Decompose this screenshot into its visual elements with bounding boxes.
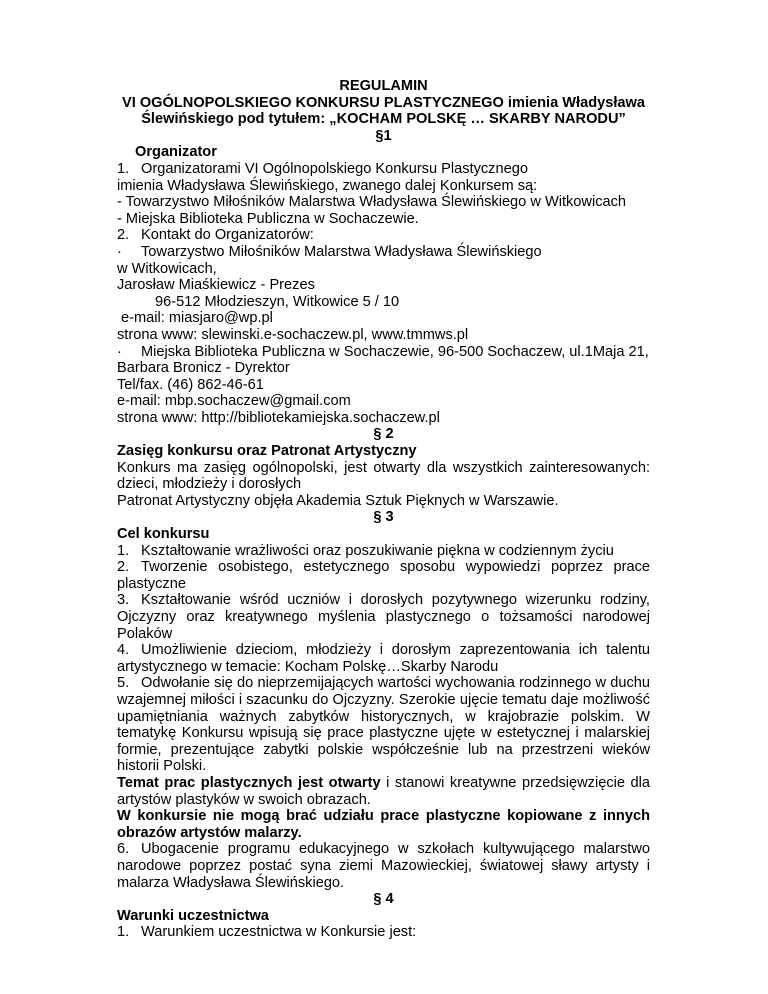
section-1-item-1 bbox=[117, 161, 650, 178]
section-3-heading: Cel konkursu bbox=[117, 526, 210, 543]
bullet-icon: · bbox=[117, 343, 122, 360]
org-2-line bbox=[117, 344, 650, 361]
item-text: Umożliwienie dzieciom, młodzieży i dorosłym zaprezentowania ich talentu artystycznego w temacie: Kocham Polskę…Skarby Narodu bbox=[117, 642, 650, 675]
section-4-item-1 bbox=[117, 924, 650, 941]
section-1-line: imienia Władysława Ślewińskiego, zwanego dalej Konkursem są: bbox=[117, 177, 538, 194]
item-number: 6. bbox=[117, 841, 130, 858]
section-2-patronage: Patronat Artystyczny objęła Akademia Sztuk Pięknych w Warszawie. bbox=[117, 492, 559, 509]
org-name: Towarzystwo Miłośników Malarstwa Władysława Ślewińskiego bbox=[141, 243, 542, 260]
section-2-mark: § 2 bbox=[373, 426, 394, 443]
theme-text: i stanowi kreatywne przedsięwzięcie dla artystów plastyków w swoich obrazach. bbox=[117, 774, 650, 808]
section-1-line: - Towarzystwo Miłośników Malarstwa Władysława Ślewińskiego w Witkowicach bbox=[117, 194, 627, 211]
org-1-line: w Witkowicach, bbox=[117, 260, 217, 277]
item-number: 1. bbox=[117, 542, 130, 559]
section-1-item-2 bbox=[117, 227, 650, 244]
org-2-tel: Tel/fax. (46) 862-46-61 bbox=[117, 376, 264, 393]
section-1-heading: Organizator bbox=[135, 144, 217, 161]
item-text: Tworzenie osobistego, estetycznego sposobu wypowiedzi poprzez prace plastyczne bbox=[117, 559, 650, 592]
section-3-item-3 bbox=[117, 592, 650, 642]
section-2-heading: Zasięg konkursu oraz Patronat Artystyczny bbox=[117, 443, 417, 460]
item-text: Organizatorami VI Ogólnopolskiego Konkursu Plastycznego bbox=[141, 160, 528, 177]
item-text: Odwołanie się do nieprzemijających wartości wychowania rodzinnego w duchu wzajemnej miłości i szacunku do Ojczyzny. Szerokie ujęcie tematu daje możliwość upamiętniania ważnych zabytków historycznych, w krajobrazie polskim. W tematykę Konkursu wpisują się prace plastyczne ujęte w estetycznej i malarskiej formie, prezentujące zabytki polskie współcześnie lub na przestrzeni wieków historii Polski. bbox=[117, 675, 650, 775]
section-3-item-5 bbox=[117, 675, 650, 775]
org-1-email: e-mail: miasjaro@wp.pl bbox=[121, 310, 273, 327]
section-3-item-6 bbox=[117, 841, 650, 891]
item-text: Warunkiem uczestnictwa w Konkursie jest: bbox=[141, 924, 417, 941]
org-1-line bbox=[117, 244, 650, 261]
section-4-heading: Warunki uczestnictwa bbox=[117, 907, 269, 924]
item-text: Kontakt do Organizatorów: bbox=[141, 227, 314, 244]
document-title: REGULAMIN bbox=[339, 78, 428, 94]
item-number: 1. bbox=[117, 160, 130, 177]
document-subtitle-line2: Ślewińskiego pod tytułem: „KOCHAM POLSKĘ … SKARBY NARODU” bbox=[141, 111, 626, 128]
item-number: 3. bbox=[117, 592, 130, 609]
item-text: Kształtowanie wrażliwości oraz poszukiwanie piękna w codziennym życiu bbox=[141, 542, 614, 559]
section-4-mark: § 4 bbox=[373, 891, 394, 908]
section-3-item-4 bbox=[117, 642, 650, 675]
org-1-person: Jarosław Miaśkiewicz - Prezes bbox=[117, 277, 315, 294]
item-number: 4. bbox=[117, 642, 130, 659]
org-1-address: 96-512 Młodzieszyn, Witkowice 5 / 10 bbox=[155, 293, 400, 310]
item-number: 1. bbox=[117, 924, 130, 941]
section-1-mark: §1 bbox=[375, 127, 392, 144]
item-number: 2. bbox=[117, 227, 130, 244]
org-2-email: e-mail: mbp.sochaczew@gmail.com bbox=[117, 393, 351, 410]
bullet-icon: · bbox=[117, 243, 122, 260]
org-name: Miejska Biblioteka Publiczna w Sochaczewie, 96-500 Sochaczew, ul.1Maja 21, bbox=[141, 343, 649, 360]
section-3-mark: § 3 bbox=[373, 509, 394, 526]
document-page bbox=[117, 78, 650, 941]
org-2-www: strona www: http://bibliotekamiejska.sochaczew.pl bbox=[117, 409, 440, 426]
org-2-person: Barbara Bronicz - Dyrektor bbox=[117, 360, 290, 377]
section-3-item-2 bbox=[117, 559, 650, 592]
section-3-theme bbox=[117, 775, 650, 808]
org-1-www: strona www: slewinski.e-sochaczew.pl, www.tmmws.pl bbox=[117, 326, 469, 343]
section-1-line: - Miejska Biblioteka Publiczna w Sochaczewie. bbox=[117, 210, 419, 227]
item-text: Kształtowanie wśród uczniów i dorosłych pozytywnego wizerunku rodziny, Ojczyzny oraz kreatywnego myślenia plastycznego o tożsamości narodowej Polaków bbox=[117, 592, 650, 642]
section-3-warning: W konkursie nie mogą brać udziału prace plastyczne kopiowane z innych obrazów artystów malarzy. bbox=[117, 808, 650, 841]
item-text: Ubogacenie programu edukacyjnego w szkołach kultywującego malarstwo narodowe poprzez postać syna ziemi Mazowieckiej, światowej sławy artysty i malarza Władysława Ślewińskiego. bbox=[117, 841, 650, 891]
item-number: 2. bbox=[117, 559, 130, 576]
section-2-paragraph: Konkurs ma zasięg ogólnopolski, jest otwarty dla wszystkich zainteresowanych: dzieci, młodzieży i dorosłych bbox=[117, 459, 650, 493]
document-subtitle-line1: VI OGÓLNOPOLSKIEGO KONKURSU PLASTYCZNEGO imienia Władysława bbox=[121, 94, 646, 111]
section-3-item-1 bbox=[117, 543, 650, 560]
item-number: 5. bbox=[117, 675, 130, 692]
theme-bold-text: Temat prac plastycznych jest otwarty bbox=[117, 774, 381, 791]
